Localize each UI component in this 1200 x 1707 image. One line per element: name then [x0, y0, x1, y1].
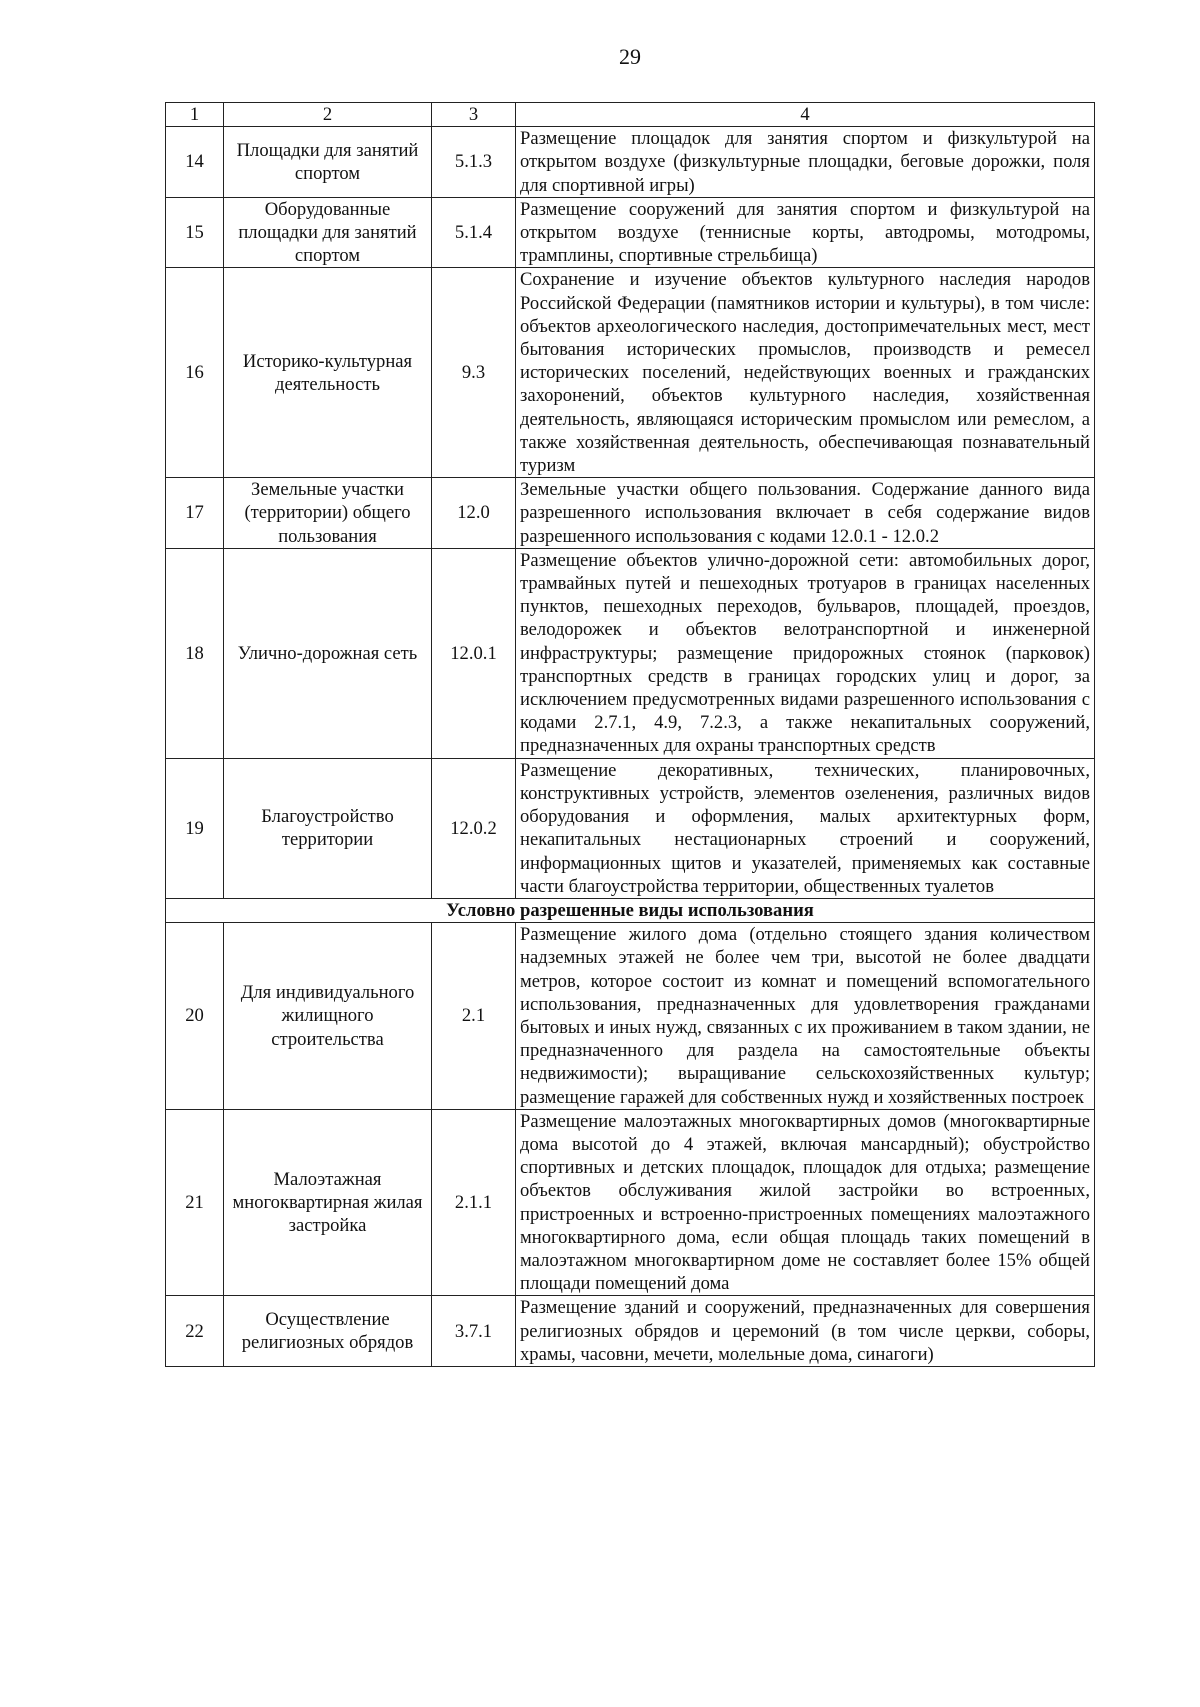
page-number: 29: [619, 44, 641, 69]
header-cell-2: 2: [224, 103, 432, 127]
use-type-code: 2.1.1: [432, 1109, 516, 1296]
table-body: [166, 103, 1095, 1367]
use-type-code: 12.0: [432, 478, 516, 549]
row-number: 14: [166, 127, 224, 198]
row-number: 21: [166, 1109, 224, 1296]
table-row: [166, 548, 1095, 758]
use-type-name: Земельные участки (территории) общего пользования: [224, 478, 432, 549]
use-type-description: Размещение площадок для занятия спортом и физкультурой на открытом воздухе (физкультурные площадки, беговые дорожки, поля для спортивной игры): [516, 127, 1095, 198]
row-number: 22: [166, 1296, 224, 1367]
table-row: [166, 923, 1095, 1110]
header-cell-1: 1: [166, 103, 224, 127]
section-header-row: [166, 898, 1095, 922]
use-type-description: Размещение жилого дома (отдельно стоящего здания количеством надземных этажей не более чем три, высотой не более двадцати метров, которое состоит из комнат и помещений вспомогательного использования, предназначенных для удовлетворения гражданами бытовых и иных нужд, связанных с их проживанием в таком здании, не предназначенного для раздела на самостоятельные объекты недвижимости); выращивание сельскохозяйственных культур; размещение гаражей для собственных нужд и хозяйственных построек: [516, 923, 1095, 1110]
row-number: 17: [166, 478, 224, 549]
table-row: [166, 197, 1095, 268]
use-type-name: Для индивидуального жилищного строительства: [224, 923, 432, 1110]
use-type-description: Размещение малоэтажных многоквартирных домов (многоквартирные дома высотой до 4 этажей, включая мансардный); обустройство спортивных и детских площадок, площадок для отдыха; размещение объектов обслуживания жилой застройки во встроенных, пристроенных и встроенно-пристроенных помещениях малоэтажного многоквартирного дома, если общая площадь таких помещений в малоэтажном многоквартирном доме не составляет более 15% общей площади помещений дома: [516, 1109, 1095, 1296]
header-cell-4: 4: [516, 103, 1095, 127]
row-number: 19: [166, 758, 224, 898]
table-row: [166, 268, 1095, 478]
land-use-table: [165, 102, 1095, 1367]
use-type-code: 5.1.3: [432, 127, 516, 198]
use-type-code: 12.0.1: [432, 548, 516, 758]
use-type-name: Осуществление религиозных обрядов: [224, 1296, 432, 1367]
use-type-code: 5.1.4: [432, 197, 516, 268]
use-type-code: 12.0.2: [432, 758, 516, 898]
table-row: [166, 127, 1095, 198]
use-type-description: Сохранение и изучение объектов культурного наследия народов Российской Федерации (памятников истории и культуры), в том числе: объектов археологического наследия, достопримечательных мест, мест бытования исторических промыслов, производств и ремесел исторических поселений, недействующих военных и гражданских захоронений, объектов культурного наследия, хозяйственная деятельность, являющаяся историческим промыслом или ремеслом, а также хозяйственная деятельность, обеспечивающая познавательный туризм: [516, 268, 1095, 478]
table-row: [166, 758, 1095, 898]
row-number: 16: [166, 268, 224, 478]
table-header-row: [166, 103, 1095, 127]
use-type-description: Размещение сооружений для занятия спортом и физкультурой на открытом воздухе (теннисные корты, автодромы, мотодромы, трамплины, спортивные стрельбища): [516, 197, 1095, 268]
table-row: [166, 1109, 1095, 1296]
table-row: [166, 478, 1095, 549]
use-type-description: Размещение объектов улично-дорожной сети: автомобильных дорог, трамвайных путей и пешеходных тротуаров в границах населенных пунктов, пешеходных переходов, бульваров, площадей, проездов, велодорожек и объектов велотранспортной и инженерной инфраструктуры; размещение придорожных стоянок (парковок) транспортных средств в границах городских улиц и дорог, за исключением предусмотренных видами разрешенного использования с кодами 2.7.1, 4.9, 7.2.3, а также некапитальных сооружений, предназначенных для охраны транспортных средств: [516, 548, 1095, 758]
use-type-description: Размещение декоративных, технических, планировочных, конструктивных устройств, элементов озеленения, различных видов оборудования и оформления, малых архитектурных форм, некапитальных нестационарных строений и сооружений, информационных щитов и указателей, применяемых как составные части благоустройства территории, общественных туалетов: [516, 758, 1095, 898]
use-type-code: 2.1: [432, 923, 516, 1110]
row-number: 20: [166, 923, 224, 1110]
use-type-name: Улично-дорожная сеть: [224, 548, 432, 758]
row-number: 18: [166, 548, 224, 758]
use-type-description: Земельные участки общего пользования. Содержание данного вида разрешенного использования включает в себя содержание видов разрешенного использования с кодами 12.0.1 - 12.0.2: [516, 478, 1095, 549]
use-type-name: Историко-культурная деятельность: [224, 268, 432, 478]
use-type-name: Площадки для занятий спортом: [224, 127, 432, 198]
use-type-code: 3.7.1: [432, 1296, 516, 1367]
use-type-name: Малоэтажная многоквартирная жилая застройка: [224, 1109, 432, 1296]
section-title: Условно разрешенные виды использования: [166, 898, 1095, 922]
use-type-name: Оборудованные площадки для занятий спортом: [224, 197, 432, 268]
use-type-code: 9.3: [432, 268, 516, 478]
header-cell-3: 3: [432, 103, 516, 127]
table-row: [166, 1296, 1095, 1367]
row-number: 15: [166, 197, 224, 268]
use-type-name: Благоустройство территории: [224, 758, 432, 898]
use-type-description: Размещение зданий и сооружений, предназначенных для совершения религиозных обрядов и церемоний (в том числе церкви, соборы, храмы, часовни, мечети, молельные дома, синагоги): [516, 1296, 1095, 1367]
